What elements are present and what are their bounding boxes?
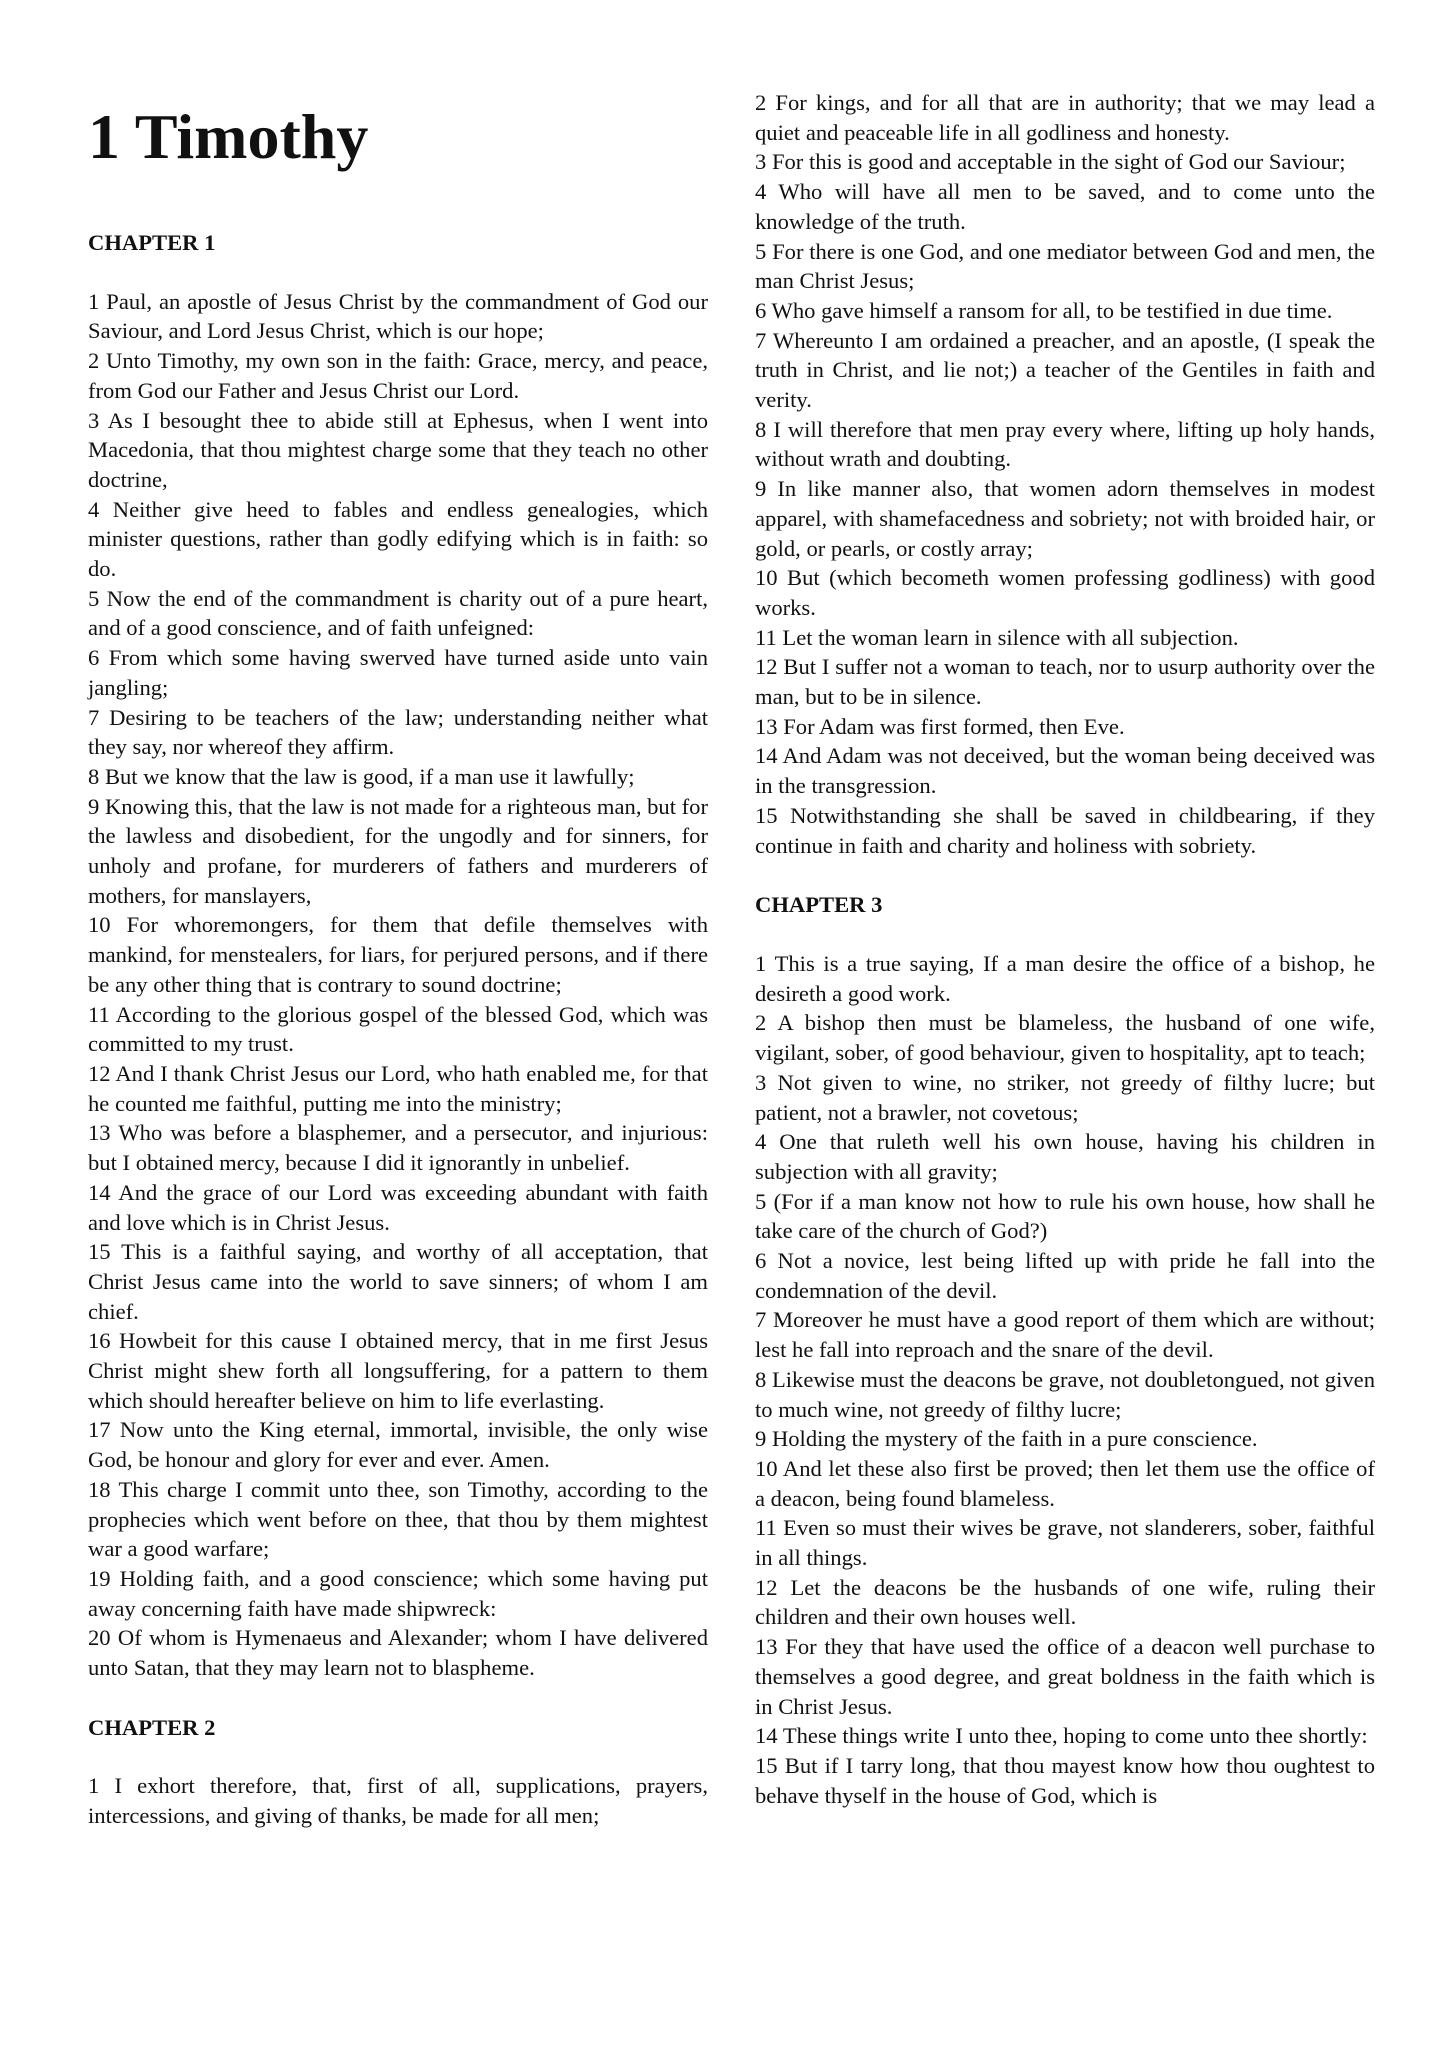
verse: 15 Notwithstanding she shall be saved in childbearing, if they continue in faith and charity and holiness with sobriety. — [755, 802, 1375, 858]
verse: 5 For there is one God, and one mediator between God and men, the man Christ Jesus; — [755, 238, 1375, 294]
verse: 9 In like manner also, that women adorn themselves in modest apparel, with shamefacedness and sobriety; not with broided hair, or gold, or pearls, or costly array; — [755, 476, 1375, 561]
verse: 3 As I besought thee to abide still at Ephesus, when I went into Macedonia, that thou mightest charge some that they teach no other doctrine, — [88, 407, 708, 492]
verse: 6 From which some having swerved have turned aside unto vain jangling; — [88, 645, 708, 700]
verse: 10 But (which becometh women professing godliness) with good works. — [755, 565, 1375, 620]
chapter-3-heading: CHAPTER 3 — [755, 892, 883, 918]
verse: 4 Who will have all men to be saved, and to come unto the knowledge of the truth. — [755, 179, 1375, 234]
verse: 17 Now unto the King eternal, immortal, invisible, the only wise God, be honour and glory for ever and ever. Amen. — [88, 1417, 708, 1473]
verse: 20 Of whom is Hymenaeus and Alexander; whom I have delivered unto Satan, that they may learn not to blaspheme. — [88, 1625, 708, 1681]
verse: 11 Even so must their wives be grave, not slanderers, sober, faithful in all things. — [755, 1515, 1375, 1571]
verse: 15 But if I tarry long, that thou mayest know how thou oughtest to behave thyself in the house of God, which is — [755, 1752, 1375, 1808]
verse: 8 But we know that the law is good, if a man use it lawfully; — [88, 763, 635, 789]
verse: 9 Holding the mystery of the faith in a pure conscience. — [755, 1426, 1258, 1452]
right-column — [755, 88, 1375, 1810]
verse: 4 One that ruleth well his own house, having his children in subjection with all gravity; — [755, 1129, 1375, 1184]
verse: 5 (For if a man know not how to rule his own house, how shall he take care of the church of God?) — [755, 1188, 1375, 1244]
verse: 12 But I suffer not a woman to teach, nor to usurp authority over the man, but to be in silence. — [755, 654, 1375, 710]
verse: 14 And Adam was not deceived, but the woman being deceived was in the transgression. — [755, 743, 1375, 799]
chapter-2-verses — [88, 1771, 708, 1830]
verse: 13 For they that have used the office of a deacon well purchase to themselves a good degree, and great boldness in the faith which is in Christ Jesus. — [755, 1634, 1375, 1719]
verse: 16 Howbeit for this cause I obtained mercy, that in me first Jesus Christ might shew forth all longsuffering, for a pattern to them which should hereafter believe on him to life everlasting. — [88, 1328, 708, 1413]
verse: 8 I will therefore that men pray every where, lifting up holy hands, without wrath and doubting. — [755, 416, 1375, 472]
verse: 13 For Adam was first formed, then Eve. — [755, 713, 1125, 739]
verse: 6 Not a novice, lest being lifted up with pride he fall into the condemnation of the devil. — [755, 1248, 1375, 1303]
verse: 14 And the grace of our Lord was exceeding abundant with faith and love which is in Christ Jesus. — [88, 1179, 708, 1235]
verse: 3 Not given to wine, no striker, not greedy of filthy lucre; but patient, not a brawler, not covetous; — [755, 1069, 1375, 1125]
verse: 8 Likewise must the deacons be grave, not doubletongued, not given to much wine, not greedy of filthy lucre; — [755, 1366, 1375, 1422]
verse: 11 According to the glorious gospel of the blessed God, which was committed to my trust. — [88, 1001, 708, 1057]
verse: 12 And I thank Christ Jesus our Lord, who hath enabled me, for that he counted me faithful, putting me into the ministry; — [88, 1060, 708, 1116]
verse: 2 A bishop then must be blameless, the husband of one wife, vigilant, sober, of good behaviour, given to hospitality, apt to teach; — [755, 1010, 1375, 1066]
chapter-2-heading: CHAPTER 2 — [88, 1714, 216, 1740]
verse: 7 Moreover he must have a good report of them which are without; lest he fall into reproach and the snare of the devil. — [755, 1307, 1375, 1363]
verse: 12 Let the deacons be the husbands of one wife, ruling their children and their own houses well. — [755, 1574, 1375, 1630]
verse: 7 Whereunto I am ordained a preacher, and an apostle, (I speak the truth in Christ, and lie not;) a teacher of the Gentiles in faith and verity. — [755, 327, 1375, 413]
verse: 1 This is a true saying, If a man desire the office of a bishop, he desireth a good work. — [755, 950, 1375, 1006]
chapter-1-verses — [88, 287, 708, 1683]
verse: 7 Desiring to be teachers of the law; understanding neither what they say, nor whereof they affirm. — [88, 704, 708, 760]
chapter-2-verses-continued — [755, 88, 1375, 860]
verse: 18 This charge I commit unto thee, son Timothy, according to the prophecies which went before on thee, that thou by them mightest war a good warfare; — [88, 1476, 708, 1562]
verse: 1 I exhort therefore, that, first of all, supplications, prayers, intercessions, and giving of thanks, be made for all men; — [88, 1773, 708, 1829]
verse: 10 For whoremongers, for them that defile themselves with mankind, for menstealers, for liars, for perjured persons, and if there be any other thing that is contrary to sound doctrine; — [88, 912, 708, 997]
verse: 19 Holding faith, and a good conscience; which some having put away concerning faith have made shipwreck: — [88, 1565, 708, 1621]
verse: 6 Who gave himself a ransom for all, to be testified in due time. — [755, 297, 1333, 323]
verse: 10 And let these also first be proved; then let them use the office of a deacon, being found blameless. — [755, 1455, 1375, 1511]
verse: 4 Neither give heed to fables and endless genealogies, which minister questions, rather than godly edifying which is in faith: so do. — [88, 496, 708, 582]
verse: 5 Now the end of the commandment is charity out of a pure heart, and of a good conscience, and of faith unfeigned: — [88, 585, 708, 641]
left-column — [88, 88, 708, 1831]
verse: 14 These things write I unto thee, hoping to come unto thee shortly: — [755, 1723, 1368, 1749]
verse: 9 Knowing this, that the law is not made for a righteous man, but for the lawless and disobedient, for the ungodly and for sinners, for unholy and profane, for murderers of fathers and murderers of mothers, for manslayers, — [88, 793, 708, 908]
verse: 2 For kings, and for all that are in authority; that we may lead a quiet and peaceable life in all godliness and honesty. — [755, 90, 1375, 145]
verse: 1 Paul, an apostle of Jesus Christ by the commandment of God our Saviour, and Lord Jesus Christ, which is our hope; — [88, 288, 708, 344]
chapter-1-heading: CHAPTER 1 — [88, 230, 216, 255]
verse: 13 Who was before a blasphemer, and a persecutor, and injurious: but I obtained mercy, because I did it ignorantly in unbelief. — [88, 1120, 708, 1176]
chapter-3-verses — [755, 949, 1375, 1810]
verse: 15 This is a faithful saying, and worthy of all acceptation, that Christ Jesus came into the world to save sinners; of whom I am chief. — [88, 1239, 708, 1324]
verse: 11 Let the woman learn in silence with all subjection. — [755, 624, 1239, 650]
book-title: 1 Timothy — [88, 101, 369, 172]
verse: 2 Unto Timothy, my own son in the faith: Grace, mercy, and peace, from God our Father and Jesus Christ our Lord. — [88, 348, 708, 403]
verse: 3 For this is good and acceptable in the sight of God our Saviour; — [755, 149, 1346, 175]
